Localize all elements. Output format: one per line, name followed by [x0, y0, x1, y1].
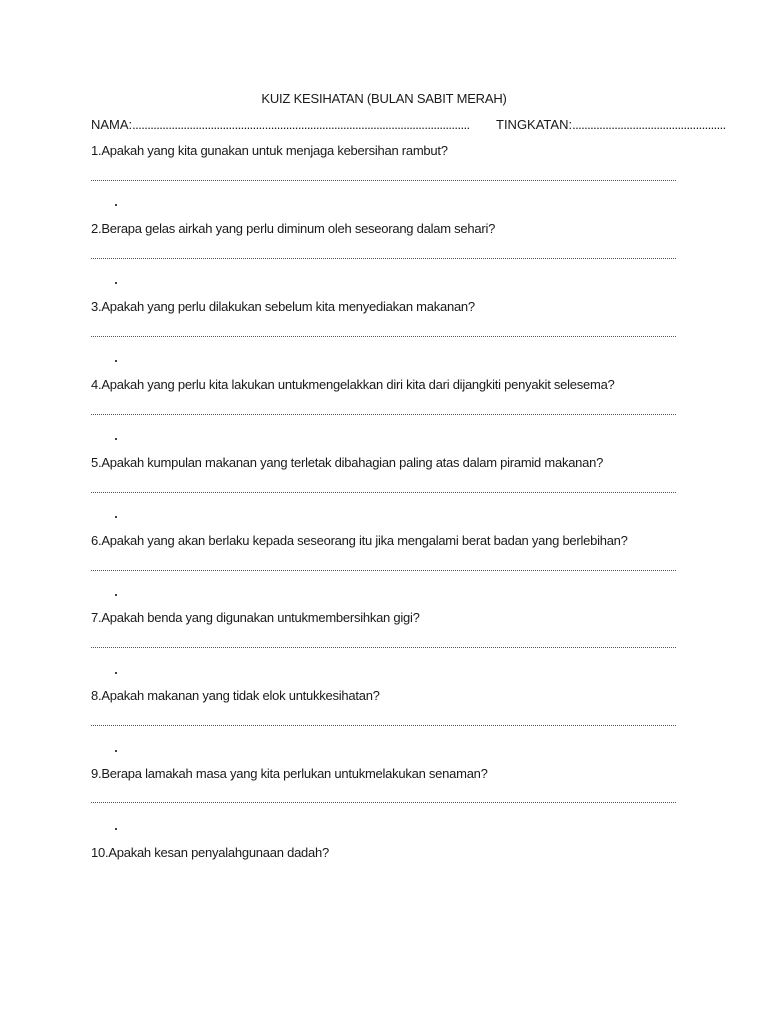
quiz-title: KUIZ KESIHATAN (BULAN SABIT MERAH) [261, 91, 507, 106]
question-1: 1.Apakah yang kita gunakan untuk menjaga kebersihan rambut? [91, 143, 448, 158]
answer-end-mark-7 [115, 672, 117, 674]
question-2: 2.Berapa gelas airkah yang perlu diminum oleh seseorang dalam sehari? [91, 221, 496, 236]
answer-line-8 [91, 725, 676, 726]
question-9: 9.Berapa lamakah masa yang kita perlukan untukmelakukan senaman? [91, 766, 488, 781]
answer-end-mark-3 [115, 360, 117, 362]
answer-end-mark-8 [115, 750, 117, 752]
answer-end-mark-5 [115, 516, 117, 518]
answer-line-3 [91, 336, 676, 337]
question-7: 7.Apakah benda yang digunakan untukmembersihkan gigi? [91, 610, 420, 625]
answer-line-4 [91, 414, 676, 415]
class-field [496, 117, 726, 132]
answer-line-2 [91, 258, 676, 259]
answer-end-mark-9 [115, 828, 117, 830]
question-10: 10.Apakah kesan penyalahgunaan dadah? [91, 845, 329, 860]
student-info-row [91, 117, 726, 135]
name-label: NAMA: [91, 117, 133, 132]
answer-line-6 [91, 570, 676, 571]
class-label: TINGKATAN: [496, 117, 573, 132]
answer-end-mark-6 [115, 594, 117, 596]
question-5: 5.Apakah kumpulan makanan yang terletak dibahagian paling atas dalam piramid makanan? [91, 455, 604, 470]
answer-line-9 [91, 802, 676, 803]
name-field [91, 117, 470, 132]
answer-end-mark-4 [115, 438, 117, 440]
question-4: 4.Apakah yang perlu kita lakukan untukmengelakkan diri kita dari dijangkiti penyakit selesema? [91, 377, 615, 392]
answer-line-1 [91, 180, 676, 181]
question-3: 3.Apakah yang perlu dilakukan sebelum kita menyediakan makanan? [91, 299, 475, 314]
name-blank: ................................................................................................................ [132, 117, 470, 132]
answer-end-mark-2 [115, 282, 117, 284]
answer-line-5 [91, 492, 676, 493]
question-8: 8.Apakah makanan yang tidak elok untukkesihatan? [91, 688, 380, 703]
answer-end-mark-1 [115, 204, 117, 206]
question-6: 6.Apakah yang akan berlaku kepada seseorang itu jika mengalami berat badan yang berlebihan? [91, 533, 628, 548]
class-blank: ................................................... [572, 117, 726, 132]
answer-line-7 [91, 647, 676, 648]
